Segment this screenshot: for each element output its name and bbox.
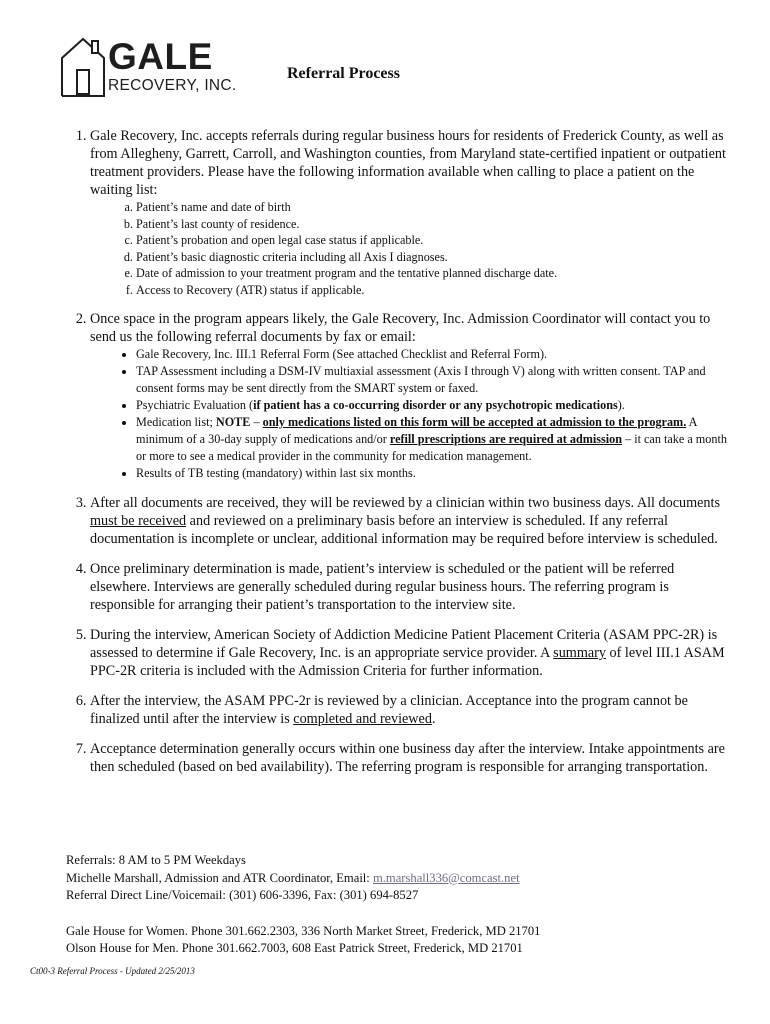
step-2 — [90, 310, 728, 482]
page-title: Referral Process — [287, 65, 400, 82]
text: After the interview, the ASAM PPC-2r is reviewed by a clinician. Acceptance into the program cannot be finalized until after the interview is — [90, 693, 688, 727]
text: During the interview, American Society of Addiction Medicine Patient Placement Criteria (ASAM PPC-2R) is assessed to determine if Gale Recovery, Inc. is an appropriate service provider. A — [90, 627, 718, 661]
women-house-line: Gale House for Women. Phone 301.662.2303, 336 North Market Street, Frederick, MD 21701 — [66, 923, 541, 938]
required-info-list — [90, 199, 728, 298]
footer-note: Ct00-3 Referral Process - Updated 2/25/2013 — [30, 966, 195, 976]
sub-item: b. Patient’s last county of residence. — [136, 216, 728, 233]
bullet-item: • Gale Recovery, Inc. III.1 Referral Form (See attached Checklist and Referral Form). — [136, 346, 728, 363]
underlined-text: must be received — [90, 513, 187, 529]
process-steps — [66, 127, 728, 776]
step-4: 4. Once preliminary determination is made, patient’s interview is scheduled or the patient will be referred elsewhere. Interviews are generally scheduled during regular business hours. The referring program is responsible for arranging their patient’s transportation to the interview site. — [90, 560, 728, 614]
underlined-text: completed and reviewed — [293, 711, 432, 727]
men-house-line: Olson House for Men. Phone 301.662.7003, 608 East Patrick Street, Frederick, MD 21701 — [66, 941, 523, 955]
sub-item: c. Patient’s probation and open legal case status if applicable. — [136, 232, 728, 249]
note-label: NOTE — [215, 415, 251, 429]
text: ). — [617, 398, 625, 412]
logo-name: GALE — [108, 36, 213, 77]
bullet-item: • TAP Assessment including a DSM-IV multiaxial assessment (Axis I through V) along with written consent. TAP and consent forms may be sent directly from the SMART system or faxed. — [136, 363, 728, 397]
house-icon — [60, 36, 106, 98]
referral-hours: Referrals: 8 AM to 5 PM Weekdays — [66, 853, 246, 867]
step-7: 7. Acceptance determination generally occurs within one business day after the interview. Intake appointments are then scheduled (based on bed availability). The referring program is responsible for arranging transportation. — [90, 740, 728, 776]
bold-underlined-text: only medications listed on this form will be accepted at admission to the program. — [262, 415, 687, 429]
bold-text: if patient has a co-occurring disorder or any psychotropic medications — [253, 398, 618, 412]
bullet-item — [136, 397, 728, 414]
sub-item: d. Patient’s basic diagnostic criteria including all Axis I diagnoses. — [136, 249, 728, 266]
text: . — [431, 711, 436, 727]
coordinator-text: Michelle Marshall, Admission and ATR Coordinator, Email: — [66, 870, 373, 885]
text: – — [250, 415, 263, 429]
text: Psychiatric Evaluation ( — [136, 398, 254, 412]
spacer — [66, 905, 746, 923]
underlined-text: summary — [553, 645, 606, 661]
phone-line: Referral Direct Line/Voicemail: (301) 606-3396, Fax: (301) 694-8527 — [66, 888, 419, 902]
step-1 — [90, 127, 728, 298]
email-link[interactable]: m.marshall336@comcast.net — [372, 870, 520, 885]
text: After all documents are received, they will be reviewed by a clinician within two business days. All documents — [90, 495, 720, 511]
company-logo — [60, 36, 240, 100]
step-5 — [90, 626, 728, 680]
text: Medication list; — [136, 415, 216, 429]
text: of level III.1 ASAM PPC-2R criteria is included with the Admission Criteria for further information. — [90, 645, 725, 679]
text: and reviewed on a preliminary basis before an interview is scheduled. If any referral documentation is incomplete or unclear, additional information may be required before interview is scheduled. — [90, 513, 718, 547]
logo-subtitle: RECOVERY, INC. — [108, 77, 237, 94]
step-1-text: Gale Recovery, Inc. accepts referrals during regular business hours for residents of Frederick County, as well as from Allegheny, Garrett, Carroll, and Washington counties, from Maryland state-certified inpatient or outpatient treatment providers. Please have the following information available when calling to place a patient on the waiting list: — [90, 128, 726, 198]
document-body — [66, 127, 728, 776]
bullet-item: • Results of TB testing (mandatory) within last six months. — [136, 465, 728, 482]
sub-item: a. Patient’s name and date of birth — [136, 199, 728, 216]
step-3 — [90, 494, 728, 548]
bold-underlined-text: refill prescriptions are required at admission — [389, 432, 623, 446]
sub-item: e. Date of admission to your treatment program and the tentative planned discharge date. — [136, 265, 728, 282]
step-2-text: Once space in the program appears likely, the Gale Recovery, Inc. Admission Coordinator will contact you to send us the following referral documents by fax or email: — [90, 311, 711, 345]
bullet-item — [136, 414, 728, 465]
referral-documents-list — [90, 346, 728, 482]
sub-item: f. Access to Recovery (ATR) status if applicable. — [136, 282, 728, 299]
coordinator-line — [66, 870, 746, 888]
contact-info — [66, 852, 746, 958]
step-6 — [90, 692, 728, 728]
text: – it can take a month or more to see a medical provider in the community for medication management. — [136, 432, 727, 463]
text: A minimum of a 30-day supply of medications and/or — [136, 415, 697, 446]
